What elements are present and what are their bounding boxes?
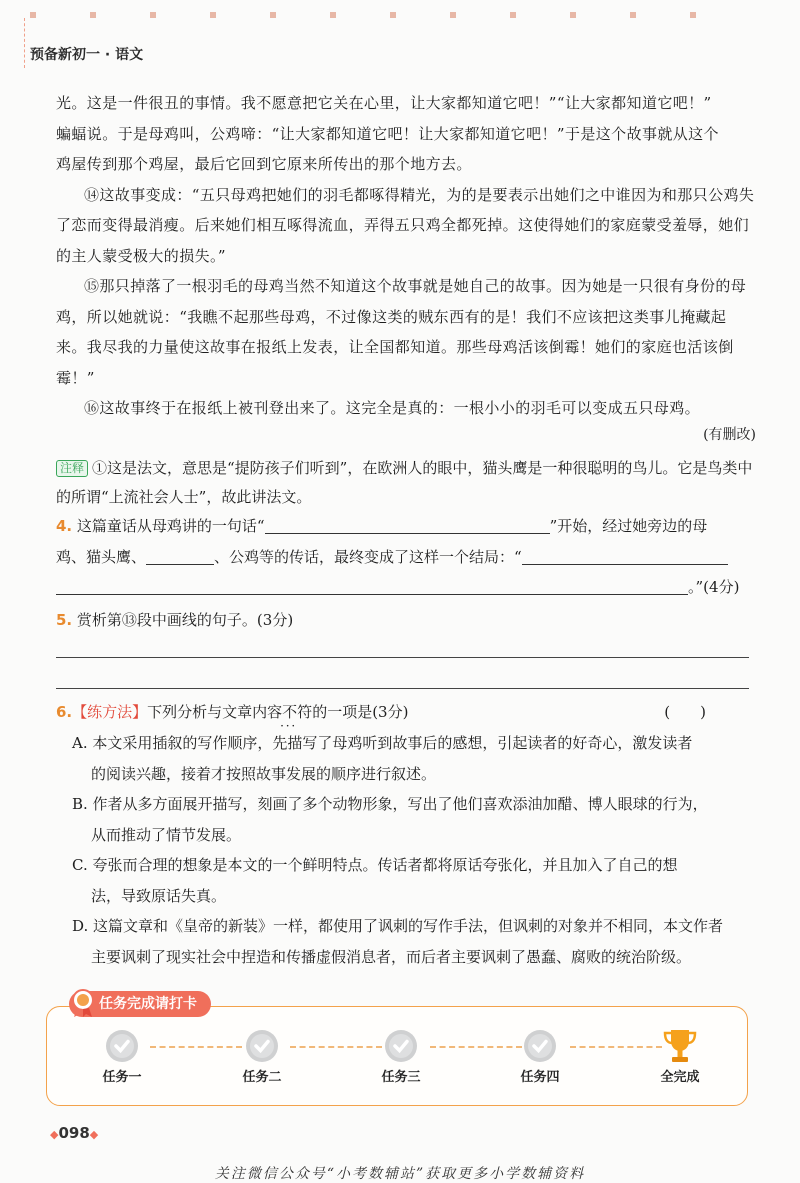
page-header: 预备新初一 · 语文 [30,47,144,63]
question-6-tag: 【练方法】 [72,703,148,721]
question-6-emphasis: 不符 · · · [282,697,312,728]
task-3-check-icon[interactable] [385,1030,417,1062]
task-4-label: 任务四 [520,1070,560,1085]
task-2-label: 任务二 [242,1070,282,1085]
passage [56,88,756,424]
paragraph-12-line1: 光。这是一件很丑的事情。我不愿意把它关在心里，让大家都知道它吧！”“让大家都知道它吧！” [56,94,712,112]
question-5 [56,605,756,636]
paragraph-16: ⑯这故事终于在报纸上被刊登出来了。这完全是真的：一根小小的羽毛可以变成五只母鸡。 [84,399,701,417]
source-credit: (有删改) [703,427,756,443]
header-rule [24,18,27,68]
question-6-text-b: 的一项是(3分) [312,703,409,721]
option-d-line2: 主要讽刺了现实社会中捏造和传播虚假消息者，而后者主要讽刺了愚蠢、腐败的统治阶级。 [91,947,692,966]
question-4-text-2: ”开始，经过她旁边的母 [549,517,708,535]
paragraph-15: ⑮那只掉落了一根羽毛的母鸡当然不知道这个故事就是她自己的故事。因为她是一只很有身份的母鸡，所以她就说：“我瞧不起那些母鸡，不过像这类的贼东西有的是！我们不应该把这类事儿掩藏起来。我尽我的力量使这故事在报纸上发表，让全国都知道。那些母鸡活该倒霉！她们的家庭也活该倒霉！” [56,277,747,387]
question-4-text-5: 。”(4分) [688,578,740,596]
task-connector-3 [430,1046,522,1048]
question-6-number: 6. [56,703,73,721]
annotation-text: ①这是法文，意思是“提防孩子们听到”，在欧洲人的眼中，猫头鹰是一种很聪明的鸟儿。它是鸟类中的所谓“上流社会人士”，故此讲法文。 [56,459,753,506]
answer-bracket[interactable]: ( ) [664,703,706,721]
task-3-label: 任务三 [381,1070,421,1085]
task-4-check-icon[interactable] [524,1030,556,1062]
question-4 [56,511,756,603]
task-1-check-icon[interactable] [106,1030,138,1062]
q4-answer-blank-2[interactable] [146,548,214,565]
diamond-icon: ◆ [50,1128,59,1141]
q4-answer-blank-4[interactable] [56,578,688,595]
q4-answer-blank-1[interactable] [265,517,550,534]
task-2-check-icon[interactable] [246,1030,278,1062]
footer-watermark-text: 关注微信公众号“小考数辅站”获取更多小学数辅资料 [214,1166,586,1182]
q5-answer-line-1[interactable] [56,657,749,658]
question-4-text-1: 这篇童话从母鸡讲的一句话“ [76,517,265,535]
option-c-line1: C. 夸张而合理的想象是本文的一个鲜明特点。传话者都将原话夸张化，并且加入了自己的想 [72,856,678,874]
page-number-value: 098 [58,1124,90,1142]
paragraph-14: ⑭这故事变成：“五只母鸡把她们的羽毛都啄得精光，为的是要表示出她们之中谁因为和那只公鸡失了恋而变得最消瘦。后来她们相互啄得流血，弄得五只鸡全都死掉。这使得她们的家庭蒙受羞辱，她们的主人蒙受极大的损失。” [56,185,755,265]
annotation [56,454,756,512]
option-a-line2: 的阅读兴趣，接着才按照故事发展的顺序进行叙述。 [91,764,437,783]
task-connector-1 [150,1046,242,1048]
paragraph-12-line2: 蝙蝠说。于是母鸡叫，公鸡啼：“让大家都知道它吧！让大家都知道它吧！”于是这个故事就从这个 [56,124,719,143]
option-d[interactable] [72,911,756,972]
task-connector-4 [570,1046,662,1048]
option-c[interactable] [72,850,756,911]
question-6-text-a: 下列分析与文章内容 [147,703,283,721]
trophy-icon[interactable] [662,1027,698,1065]
option-a[interactable] [72,728,756,789]
q5-answer-line-2[interactable] [56,688,749,689]
task-connector-2 [290,1046,382,1048]
question-5-number: 5. [56,611,73,629]
option-c-line2: 法，导致原话失真。 [91,886,227,905]
diamond-icon: ◆ [89,1128,99,1141]
task-final-label: 全完成 [660,1070,700,1085]
option-b-line2: 从而推动了情节发展。 [91,825,242,844]
option-b-line1: B. 作者从多方面展开描写，刻画了多个动物形象，写出了他们喜欢添油加醋、博人眼球的行为， [72,795,708,813]
page-number [50,1124,98,1142]
question-4-text-4: 、公鸡等的传话，最终变成了这样一个结局：“ [214,547,522,566]
option-b[interactable] [72,789,756,850]
question-4-number: 4. [56,517,73,535]
paragraph-12-line3: 鸡屋传到那个鸡屋，最后它回到它原来所传出的那个地方去。 [56,155,472,173]
question-6 [56,697,756,728]
annotation-tag: 注释 [56,460,88,477]
option-a-line1: A. 本文采用插叙的写作顺序，先描写了母鸡听到故事后的感想，引起读者的好奇心，激发读者 [72,734,693,752]
question-5-text: 赏析第⑬段中画线的句子。(3分) [76,611,294,629]
option-d-line1: D. 这篇文章和《皇帝的新装》一样，都使用了讽刺的写作手法，但讽刺的对象并不相同，本文作者 [72,917,724,935]
task-1-label: 任务一 [102,1070,142,1085]
task-card-title: 任务完成请打卡 [69,991,211,1017]
q4-answer-blank-3[interactable] [522,548,728,565]
medal-icon [70,988,96,1018]
header-decoration [0,8,800,22]
question-4-text-3: 鸡、猫头鹰、 [56,547,147,566]
